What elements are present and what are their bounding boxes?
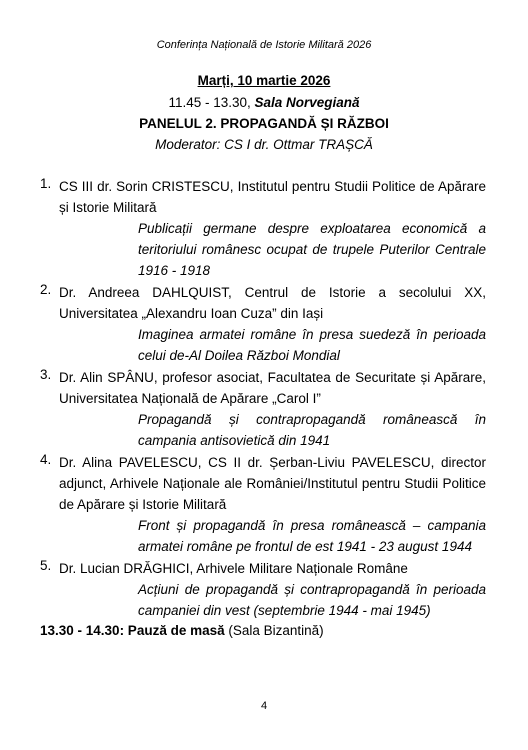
item-paper-title: Propagandă și contrapropagandă românească în campania antisovietică din 1941	[138, 412, 486, 448]
list-item	[40, 176, 486, 281]
item-number: 2.	[40, 282, 52, 297]
lunch-break	[40, 623, 324, 638]
conference-header: Conferința Națională de Istorie Militară 2026	[156, 39, 372, 51]
item-number: 3.	[40, 367, 52, 382]
page-number: 4	[260, 700, 268, 712]
session-time	[0, 95, 528, 110]
item-author: Dr. Alina PAVELESCU, CS II dr. Șerban-Liviu PAVELESCU, director adjunct, Arhivele Naționale ale României/Institutul pentru Studii Politice de Apărare și Istorie Militară	[59, 455, 486, 512]
moderator: Moderator: CS I dr. Ottmar TRAȘCĂ	[155, 137, 373, 152]
item-number: 1.	[40, 176, 52, 191]
panel-title: PANELUL 2. PROPAGANDĂ ȘI RĂZBOI	[139, 116, 389, 131]
item-paper-title: Publicații germane despre exploatarea economică a teritoriului românesc ocupat de trupele Puterilor Centrale 1916 - 1918	[138, 221, 486, 278]
lunch-place: (Sala Bizantină)	[224, 623, 324, 638]
lunch-time: 13.30 - 14.30: Pauză de masă	[40, 623, 225, 638]
item-number: 4.	[40, 452, 52, 467]
item-author: CS III dr. Sorin CRISTESCU, Institutul pentru Studii Politice de Apărare și Istorie Militară	[59, 179, 486, 215]
item-author: Dr. Lucian DRĂGHICI, Arhivele Militare Naționale Române	[59, 561, 408, 576]
presentation-list	[40, 176, 486, 622]
time-range: 11.45 - 13.30,	[168, 95, 255, 110]
item-number: 5.	[40, 558, 52, 573]
venue: Sala Norvegiană	[254, 95, 360, 110]
item-paper-title: Front și propagandă în presa românească – campania armatei române pe frontul de est 1941 - 23 august 1944	[138, 518, 486, 554]
item-paper-title: Imaginea armatei române în presa suedeză în perioada celui de-Al Doilea Război Mondial	[138, 327, 486, 363]
list-item	[40, 558, 486, 621]
item-author: Dr. Alin SPÂNU, profesor asociat, Facultatea de Securitate și Apărare, Universitatea Națională de Apărare „Carol I”	[59, 370, 486, 406]
list-item	[40, 367, 486, 451]
session-date: Marți, 10 martie 2026	[197, 73, 331, 88]
list-item	[40, 452, 486, 557]
item-paper-title: Acțiuni de propagandă și contrapropagandă în perioada campaniei din vest (septembrie 1944 - mai 1945)	[138, 582, 486, 618]
list-item	[40, 282, 486, 366]
item-author: Dr. Andreea DAHLQUIST, Centrul de Istorie a secolului XX, Universitatea „Alexandru Ioan Cuza” din Iași	[59, 285, 486, 321]
